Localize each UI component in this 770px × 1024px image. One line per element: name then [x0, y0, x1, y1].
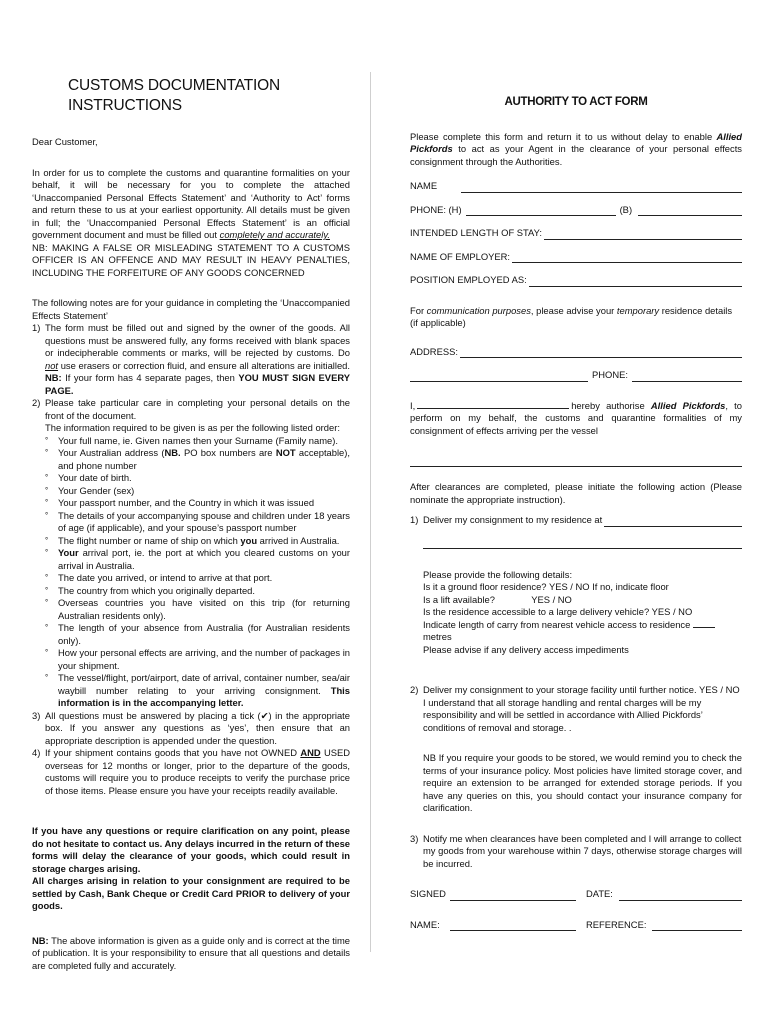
bullet-item: ° Your date of birth.	[45, 472, 132, 483]
intro-paragraph: In order for us to complete the customs and quarantine formalities on your behalf, it will be necessary for you to complete the attached ‘Unaccompanied Personal Effects Statement’ and ‘Authority to Act’ forms and return these to us at your earliest opportunity. All details must be given in full; the ‘Unaccompanied Personal Effects Statement’ is an official government document and must be filled out completely and accurately.	[32, 166, 350, 240]
name-reference-field[interactable]: NAME: REFERENCE:	[410, 919, 742, 932]
nb-warning: NB: MAKING A FALSE OR MISLEADING STATEMENT TO A CUSTOMS OFFICER IS AN OFFENCE AND MAY RESULT IN HEAVY PENALTIES, INCLUDING THE FORFEITURE OF ANY GOODS CONCERNED	[32, 241, 350, 278]
note-item-2: 2) Please take particular care in completing your personal details on the front of the document.	[32, 397, 350, 421]
instructions-title: CUSTOMS DOCUMENTATION INSTRUCTIONS	[68, 77, 280, 114]
bullet-item: ° The flight number or name of ship on which you arrived in Australia.	[45, 534, 340, 546]
name-field[interactable]: NAME	[410, 180, 742, 193]
intro-emphasis: completely and accurately.	[219, 229, 330, 240]
authority-intro: Please complete this form and return it to us without delay to enable Allied Pickfords to act as your Agent in the clearance of your personal effects consignment through the Authorities.	[410, 130, 742, 167]
bullet-item: ° The date you arrived, or intend to arrive at that port.	[45, 572, 273, 583]
vessel-line[interactable]	[410, 457, 742, 467]
bullet-item: ° Your Australian address (NB. PO box numbers are NOT acceptable), and phone number	[45, 447, 350, 471]
bullet-item: ° Overseas countries you have visited on this trip (for returning Australian residents only).	[45, 597, 350, 621]
address-field[interactable]: ADDRESS:	[410, 346, 742, 359]
bullet-item: ° The length of your absence from Australia (for Australian residents only).	[45, 622, 350, 646]
bullet-item: ° Your Gender (sex)	[45, 484, 135, 496]
bullet-item: ° The country from which you originally departed.	[45, 584, 255, 596]
bullet-item: ° How your personal effects are arriving, and the number of packages in your shipment.	[45, 647, 350, 671]
column-divider	[370, 72, 371, 952]
authority-form-title: AUTHORITY TO ACT FORM	[504, 96, 648, 108]
residence-details: Please provide the following details: Is it a ground floor residence? YES / NO If no, indicate floor Is a lift available? YES / NO Is the residence accessible to a large delivery vehicle? YES / NO Indicate length of carry from nearest vehicle access to residence metres Please advise if any delivery access impediments	[423, 569, 742, 657]
authorisation-statement[interactable]: I, hereby authorise Allied Pickfords, to perform on my behalf, the customs and quarantine formalities of my consignment of effects arriving per the vessel	[410, 399, 742, 436]
note-item-2-sublead: The information required to be given is as per the following listed order:	[45, 422, 340, 433]
bullet-item: ° Your arrival port, ie. the port at which you cleared customs on your arrival in Australia.	[45, 547, 350, 571]
notes-lead: The following notes are for your guidance in completing the ‘Unaccompanied Effects Statement’	[32, 297, 350, 321]
nb-footer: NB: The above information is given as a guide only and is correct at the time of publication. It is your responsibility to ensure that all questions and details are completed fully and accurately.	[32, 934, 350, 971]
bullet-item: ° Your passport number, and the Country in which it was issued	[45, 497, 315, 508]
authority-form-column	[410, 96, 742, 931]
option-storage[interactable]: 2) Deliver my consignment to your storage facility until further notice. YES / NO I understand that all storage handling and rental charges will be my responsibility and will be settled in accordance with Allied Pickfords’ conditions of removal and storage. .	[410, 684, 740, 733]
greeting: Dear Customer,	[32, 136, 98, 147]
stay-field[interactable]: INTENDED LENGTH OF STAY:	[410, 227, 742, 240]
bullet-item: ° The vessel/flight, port/airport, date of arrival, container number, sea/air waybill number relating to your arriving consignment. This information is in the accompanying letter.	[45, 672, 350, 708]
note-item-3: 3) All questions must be answered by placing a tick (✔) in the appropriate box. If you answer any questions as ‘yes’, then ensure that an appropriate description is appended under the question.	[32, 709, 350, 746]
storage-insurance-note: NB If you require your goods to be stored, we would remind you to check the terms of your insurance policy. Most policies have limited storage cover, and require an extension to be arranged for extended storage periods. If you have any queries on this, you should contact your insurance company for clarification.	[423, 752, 742, 813]
tick-icon: ✔	[260, 709, 269, 721]
address-phone-field[interactable]: PHONE:	[410, 369, 742, 382]
employer-field[interactable]: NAME OF EMPLOYER:	[410, 251, 742, 264]
option-collect[interactable]: 3) Notify me when clearances have been completed and I will arrange to collect my goods from your warehouse within 7 days, otherwise storage charges will be incurred.	[410, 832, 742, 869]
bullet-item: ° Your full name, ie. Given names then your Surname (Family name).	[45, 434, 338, 446]
signed-date-field[interactable]: SIGNED DATE:	[410, 888, 742, 901]
position-field[interactable]: POSITION EMPLOYED AS:	[410, 274, 742, 287]
option-deliver-residence[interactable]: 1) Deliver my consignment to my residence at	[410, 514, 742, 527]
communication-note: For communication purposes, please advise your temporary residence details (if applicable)	[410, 304, 733, 328]
instructions-column	[32, 76, 350, 972]
clarification-notice: If you have any questions or require clarification on any point, please do not hesitate to contact us. Any delays incurred in the return of these forms will delay the clearance of your goods, which could result in storage charges arising. All charges arising in relation to your consignment are required to be settled by Cash, Bank Cheque or Credit Card PRIOR to delivery of your goods.	[32, 825, 350, 911]
residence-line[interactable]	[423, 539, 742, 549]
phone-field[interactable]: PHONE: (H) (B)	[410, 204, 742, 217]
after-clearance-note: After clearances are completed, please initiate the following action (Please nominate the appropriate instruction).	[410, 481, 742, 505]
bullet-item: ° The details of your accompanying spouse and children under 18 years of age (if applicable), and your spouse’s passport number	[45, 509, 350, 533]
note-item-1: 1) The form must be filled out and signed by the owner of the goods. All questions must be answered fully, any forms received with blank spaces or indecipherable comments or marks, will be rejected by customs. Do not use erasers or correction fluid, and ensure all alterations are initialled. NB: If your form has 4 separate pages, then YOU MUST SIGN EVERY PAGE.	[32, 322, 350, 396]
note-item-4: 4) If your shipment contains goods that you have not OWNED AND USED overseas for 12 months or longer, prior to the departure of the goods, customs will require you to produce receipts to verify the purchase price of those items. Please ensure you have your receipts readily available.	[32, 747, 351, 796]
